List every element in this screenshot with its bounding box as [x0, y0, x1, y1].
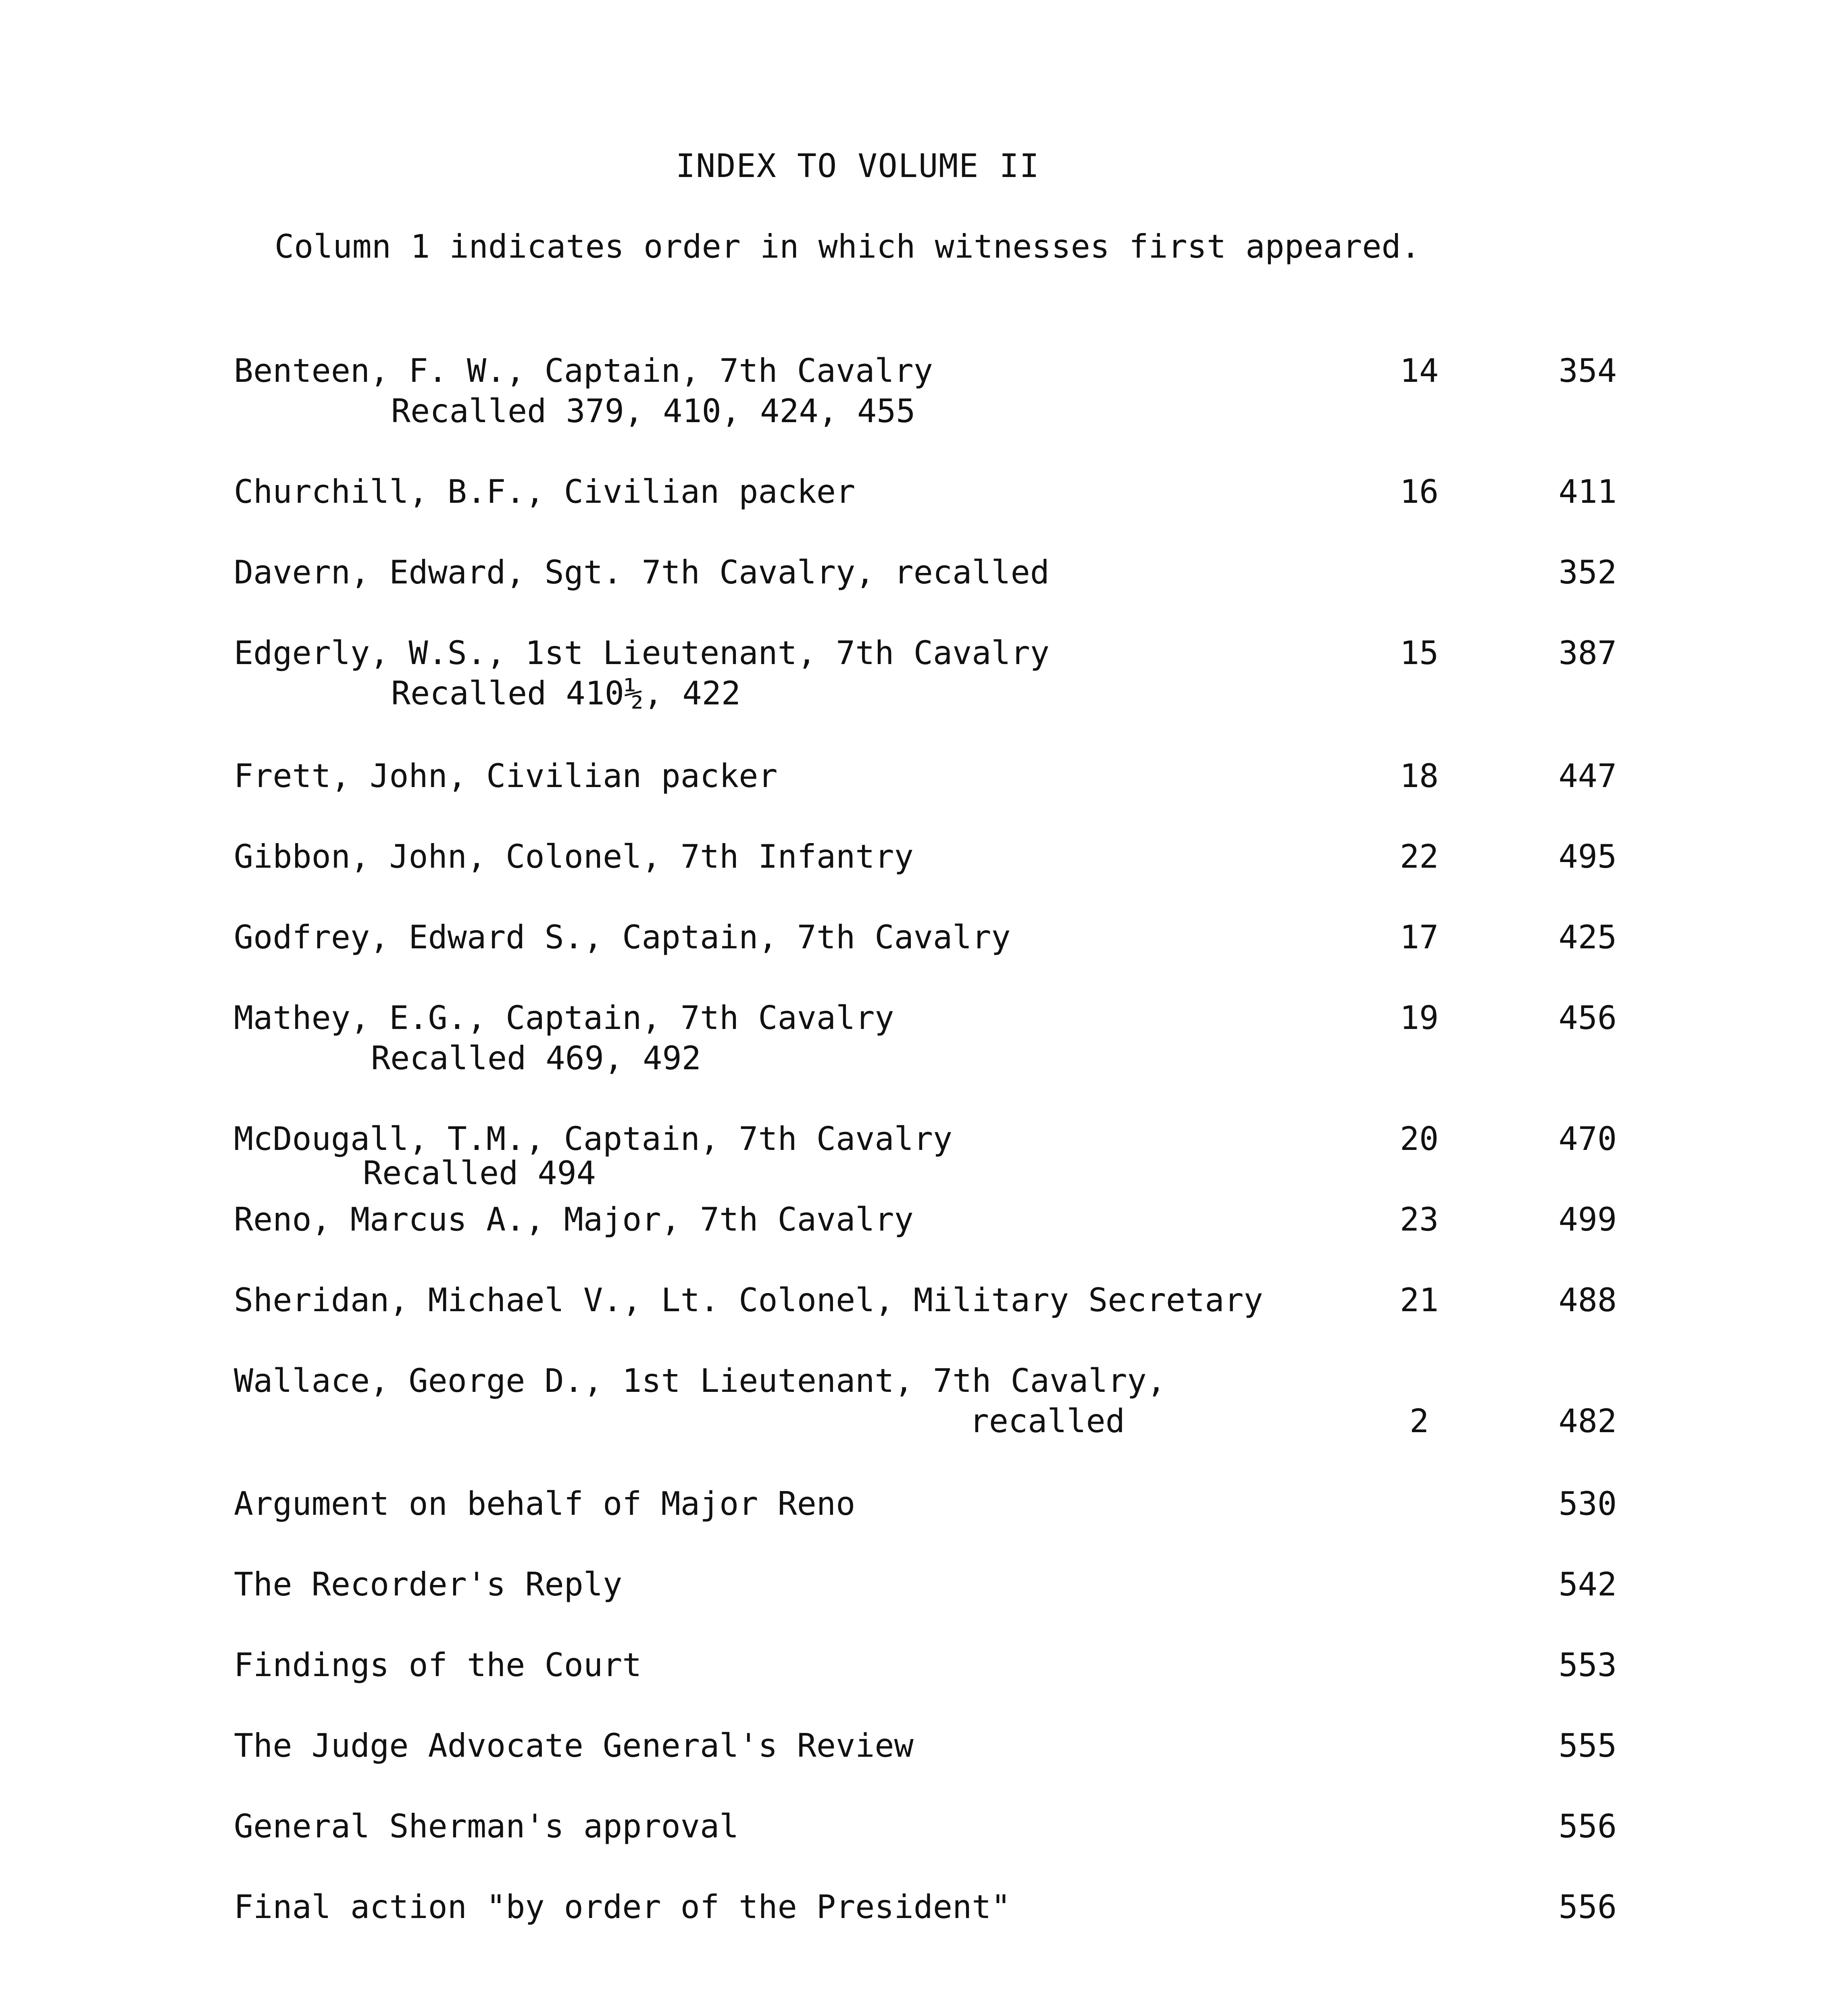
- entry-recalled: recalled: [969, 1402, 1125, 1440]
- entry-order: 2: [1409, 1402, 1429, 1440]
- entry-name: Frett, John, Civilian packer: [234, 757, 778, 795]
- entry-recalled: Recalled 379, 410, 424, 455: [391, 392, 916, 430]
- entry-name: McDougall, T.M., Captain, 7th Cavalry: [234, 1120, 953, 1158]
- entry-name: Gibbon, John, Colonel, 7th Infantry: [234, 838, 914, 875]
- entry-page: 456: [1558, 999, 1617, 1037]
- entry-page: 447: [1558, 757, 1617, 795]
- entry-order: 21: [1399, 1281, 1439, 1319]
- entry-name: General Sherman's approval: [234, 1808, 739, 1845]
- entry-page: 495: [1558, 838, 1617, 875]
- entry-page: 542: [1558, 1566, 1617, 1603]
- entry-page: 482: [1558, 1402, 1617, 1440]
- entry-name: Mathey, E.G., Captain, 7th Cavalry: [234, 999, 894, 1037]
- entry-page: 555: [1558, 1727, 1617, 1764]
- entry-name: Reno, Marcus A., Major, 7th Cavalry: [234, 1201, 914, 1238]
- entry-page: 352: [1558, 554, 1617, 591]
- entry-name: Final action "by order of the President": [234, 1888, 1011, 1926]
- entry-name: Churchill, B.F., Civilian packer: [234, 473, 856, 510]
- page-title: INDEX TO VOLUME II: [676, 147, 1040, 185]
- entry-order: 20: [1399, 1120, 1439, 1158]
- entry-order: 16: [1399, 473, 1439, 510]
- entry-order: 14: [1399, 352, 1439, 389]
- entry-name: Edgerly, W.S., 1st Lieutenant, 7th Cavalry: [234, 634, 1050, 672]
- entry-order: 17: [1399, 918, 1439, 956]
- entry-name: Godfrey, Edward S., Captain, 7th Cavalry: [234, 918, 1011, 956]
- entry-name: Sheridan, Michael V., Lt. Colonel, Military Secretary: [234, 1281, 1263, 1319]
- entry-recalled: Recalled 410½, 422: [391, 675, 741, 712]
- entry-recalled: Recalled 469, 492: [371, 1039, 701, 1077]
- entry-order: 19: [1399, 999, 1439, 1037]
- entry-page: 488: [1558, 1281, 1617, 1319]
- entry-name: The Judge Advocate General's Review: [234, 1727, 914, 1764]
- entry-page: 556: [1558, 1888, 1617, 1926]
- entry-name: Benteen, F. W., Captain, 7th Cavalry: [234, 352, 933, 389]
- entry-order: 18: [1399, 757, 1439, 795]
- intro-note: Column 1 indicates order in which witnesses first appeared.: [275, 228, 1420, 265]
- entry-page: 556: [1558, 1808, 1617, 1845]
- entry-name: Findings of the Court: [234, 1646, 642, 1684]
- entry-page: 354: [1558, 352, 1617, 389]
- entry-order: 22: [1399, 838, 1439, 875]
- entry-page: 499: [1558, 1201, 1617, 1238]
- entry-page: 411: [1558, 473, 1617, 510]
- entry-page: 470: [1558, 1120, 1617, 1158]
- entry-recalled: Recalled 494: [363, 1154, 596, 1192]
- entry-name: The Recorder's Reply: [234, 1566, 623, 1603]
- entry-page: 530: [1558, 1485, 1617, 1522]
- entry-order: 15: [1399, 634, 1439, 672]
- entry-name: Wallace, George D., 1st Lieutenant, 7th Cavalry,: [234, 1362, 1166, 1400]
- entry-page: 387: [1558, 634, 1617, 672]
- entry-page: 425: [1558, 918, 1617, 956]
- entry-page: 553: [1558, 1646, 1617, 1684]
- entry-name: Argument on behalf of Major Reno: [234, 1485, 856, 1522]
- entry-name: Davern, Edward, Sgt. 7th Cavalry, recalled: [234, 554, 1050, 591]
- entry-order: 23: [1399, 1201, 1439, 1238]
